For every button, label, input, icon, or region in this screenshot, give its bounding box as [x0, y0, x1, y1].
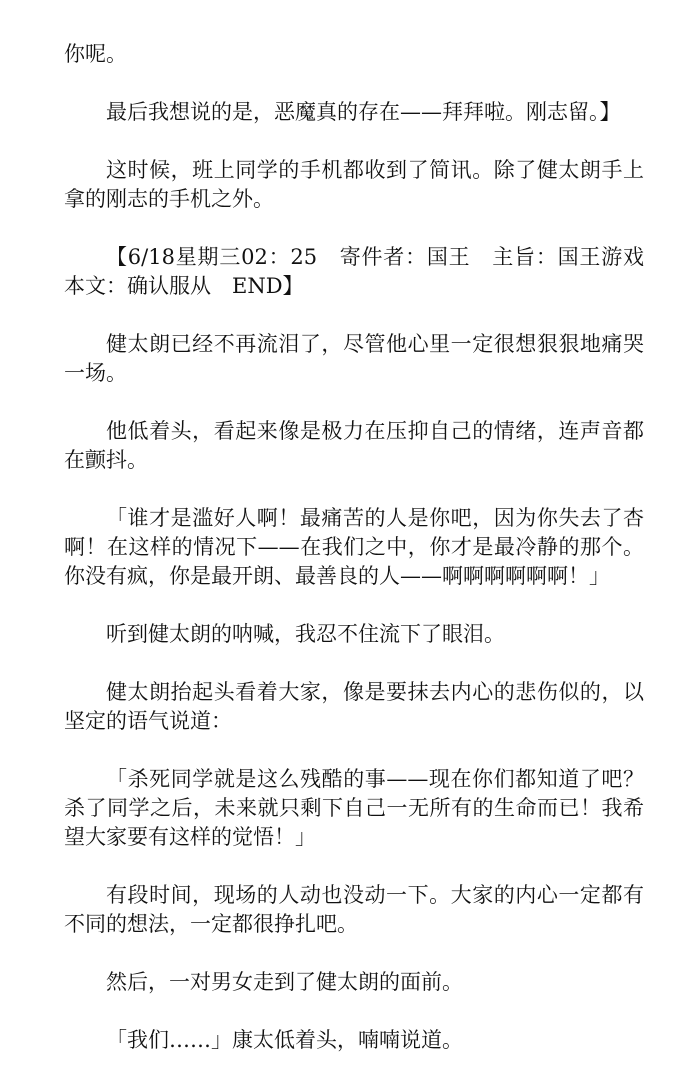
paragraph-couple-approach: 然后，一对男女走到了健太朗的面前。: [106, 970, 463, 994]
paragraph-kota-murmur: 「我们……」康太低着头，喃喃说道。: [106, 1028, 463, 1052]
paragraph-letter-ending: 最后我想说的是，恶魔真的存在——拜拜啦。刚志留。】: [106, 100, 621, 124]
paragraph-king-message: 【6/18星期三02：25 寄件者：国王 主旨：国王游戏 本文：确认服从 END】: [64, 245, 665, 298]
paragraph-text-received: 这时候，班上同学的手机都收到了简讯。除了健太朗手上拿的刚志的手机之外。: [64, 158, 644, 211]
paragraph-resolve-speech: 「杀死同学就是这么残酷的事——现在你们都知道了吧？杀了同学之后，未来就只剩下自己一无所有的生命而已！我希望大家要有这样的觉悟！」: [64, 767, 644, 849]
paragraph-tears: 听到健太朗的呐喊，我忍不住流下了眼泪。: [106, 622, 505, 646]
paragraph-looks-up: 健太朗抬起头看着大家，像是要抹去内心的悲伤似的，以坚定的语气说道：: [64, 680, 644, 733]
novel-page: [64, 40, 665, 1084]
paragraph-kentaro-shout: 「谁才是滥好人啊！最痛苦的人是你吧，因为你失去了杏啊！在这样的情况下——在我们之中，你才是最冷静的那个。你没有疯，你是最开朗、最善良的人——啊啊啊啊啊啊！」: [64, 506, 644, 588]
paragraph-kentaro-no-tears: 健太朗已经不再流泪了，尽管他心里一定很想狠狠地痛哭一场。: [64, 332, 644, 385]
paragraph-silence: 有段时间，现场的人动也没动一下。大家的内心一定都有不同的想法，一定都很挣扎吧。: [64, 883, 644, 936]
paragraph-head-down: 他低着头，看起来像是极力在压抑自己的情绪，连声音都在颤抖。: [64, 419, 644, 472]
paragraph-continuation: 你呢。: [64, 42, 127, 66]
